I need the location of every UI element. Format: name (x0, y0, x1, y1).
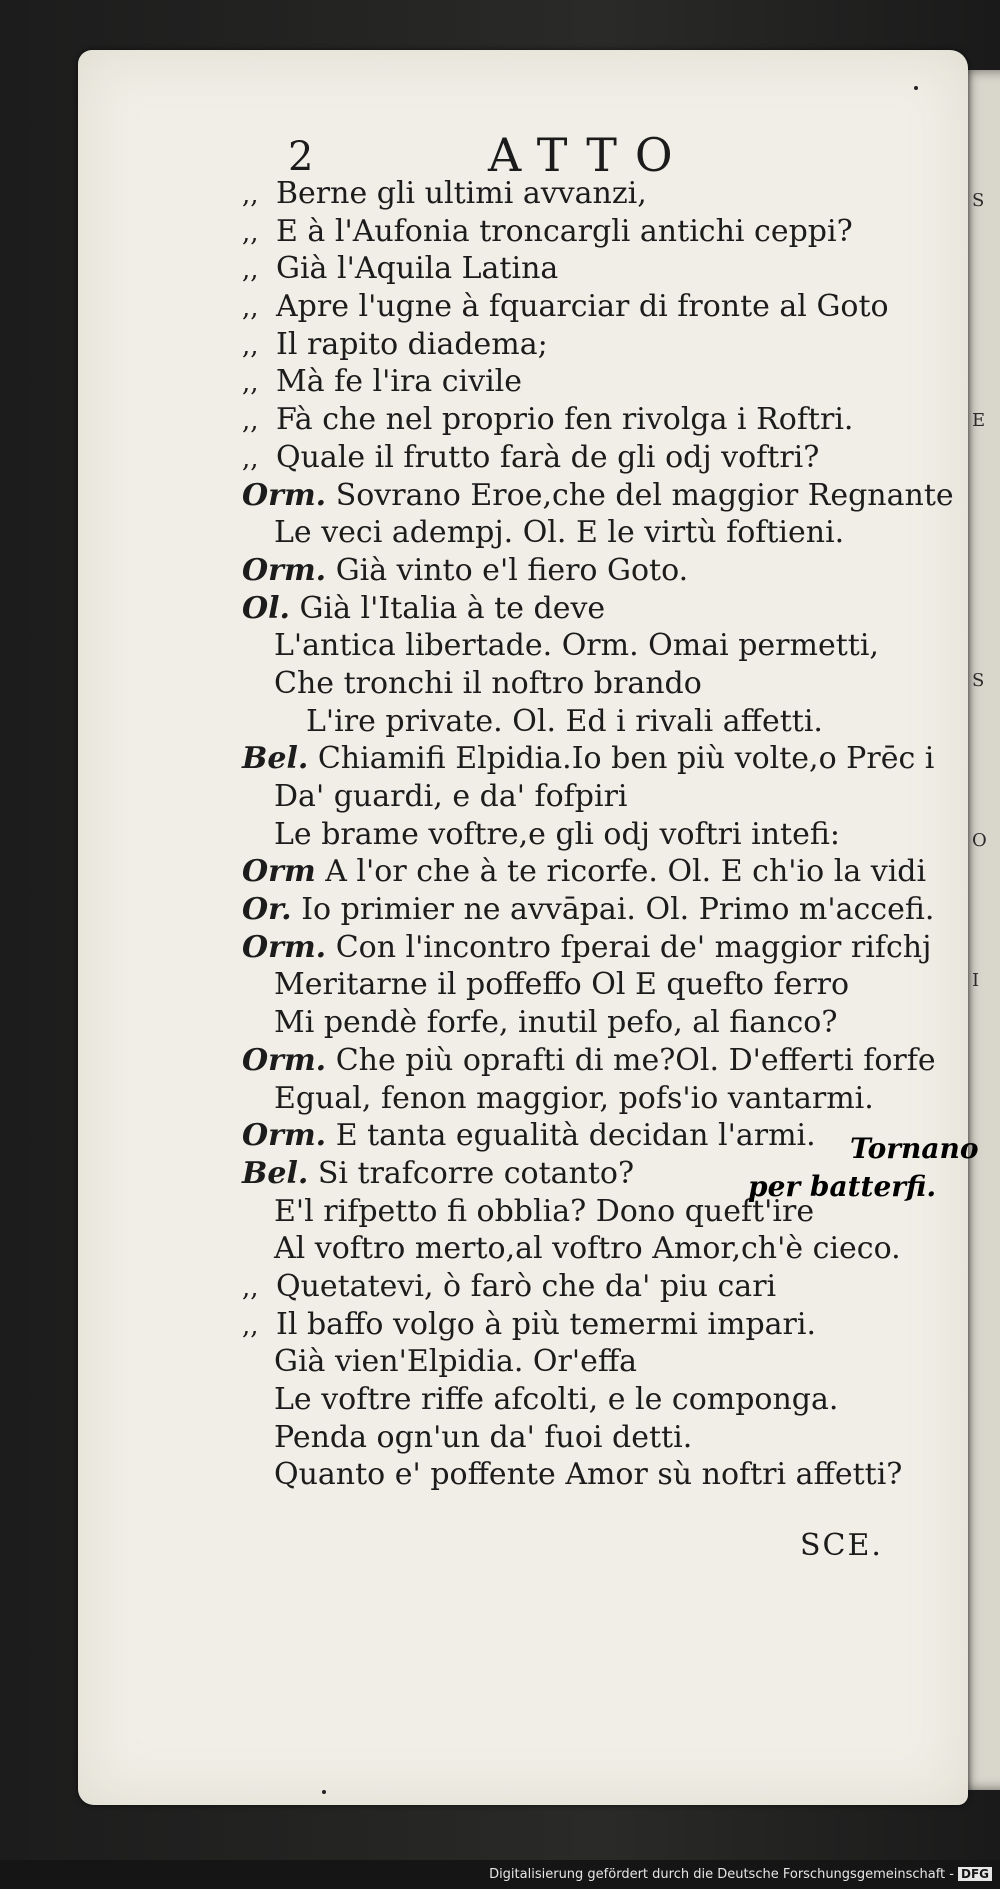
text-line (242, 703, 942, 741)
speaker-label: Bel. (242, 1155, 309, 1191)
line-text: L'antica libertade. Orm. Omai permetti, (274, 628, 879, 664)
line-text: E à l'Aufonia troncargli antichi ceppi? (276, 213, 853, 249)
text-line (242, 213, 942, 251)
text-line (242, 1080, 942, 1118)
page-number: 2 (288, 134, 314, 180)
line-text: Che più oprafti di me?Ol. D'efferti forfe (335, 1042, 936, 1078)
line-text: Quetatevi, ò farò che da' piu cari (276, 1268, 777, 1304)
running-title: ATTO (488, 128, 691, 182)
speaker-label: Orm. (242, 552, 327, 588)
dfg-credit (489, 1867, 992, 1882)
line-text: Egual, fenon maggior, pofs'io vantarmi. (274, 1080, 874, 1116)
text-line (242, 175, 942, 213)
text-line (242, 1042, 942, 1080)
line-text: Le brame voftre,e gli odj voftri intefi: (274, 816, 840, 852)
line-text: Chiamifi Elpidia.Io ben più volte,o Prēc i (317, 741, 935, 777)
text-line (242, 816, 942, 854)
line-text: A l'or che à te ricorfe. Ol. E ch'io la vidi (325, 854, 927, 890)
text-line (242, 1419, 942, 1457)
line-text: Con l'incontro fperai de' maggior rifchj (335, 929, 932, 965)
text-block (242, 175, 954, 1494)
line-text: E'l rifpetto fi obblia? Dono queft'ire (274, 1193, 815, 1229)
text-line (242, 627, 942, 665)
text-line (242, 929, 942, 967)
line-text: Il baffo volgo à più temermi impari. (276, 1306, 816, 1342)
text-line (242, 1306, 942, 1344)
line-text: Il rapito diadema; (276, 326, 548, 362)
text-line (242, 853, 942, 891)
quotation-marker: ,, (242, 1310, 259, 1341)
line-text: Mi pendè forfe, inutil pefo, al fianco? (274, 1005, 838, 1041)
text-line (242, 778, 942, 816)
ink-spot (322, 1790, 326, 1794)
line-text: Sovrano Eroe,che del maggior Regnante (335, 477, 954, 513)
text-line (242, 740, 942, 778)
speaker-label: Orm (242, 854, 316, 890)
text-line (242, 288, 942, 326)
text-line (242, 1343, 942, 1381)
line-text: Al voftro merto,al voftro Amor,ch'è cieco. (274, 1231, 901, 1267)
quotation-marker: ,, (242, 406, 259, 437)
speaker-label: Ol. (242, 590, 290, 626)
quotation-marker: ,, (242, 1272, 259, 1303)
text-line (242, 1456, 942, 1494)
speaker-label: Orm. (242, 477, 327, 513)
line-text: Già vien'Elpidia. Or'effa (274, 1344, 638, 1380)
line-text: Berne gli ultimi avvanzi, (276, 176, 647, 211)
line-text: Quanto e' poffente Amor sù noftri affetti? (274, 1457, 903, 1493)
line-text: Mà fe l'ira civile (276, 364, 523, 400)
text-line (242, 1117, 942, 1155)
ink-spot (914, 86, 918, 90)
line-text: Meritarne il poffeffo Ol E quefto ferro (274, 967, 850, 1003)
line-text: Le veci adempj. Ol. E le virtù foftieni. (274, 515, 845, 551)
line-text: Che tronchi il noftro brando (274, 665, 702, 701)
text-line (242, 401, 942, 439)
dfg-credit-text: Digitalisierung gefördert durch die Deutsche Forschungsgemeinschaft - (489, 1867, 954, 1882)
speaker-label: Orm. (242, 929, 327, 965)
text-line (242, 514, 942, 552)
text-line (242, 552, 942, 590)
text-line (242, 250, 942, 288)
quotation-marker: ,, (242, 180, 259, 210)
text-line (242, 1230, 942, 1268)
speaker-label: Orm. (242, 1118, 327, 1154)
line-text: Le voftre riffe afcolti, e le componga. (274, 1382, 839, 1417)
quotation-marker: ,, (242, 330, 259, 361)
text-line (242, 439, 942, 477)
text-line (242, 665, 942, 703)
speaker-label: Bel. (242, 741, 309, 777)
text-line (242, 966, 942, 1004)
stage-direction-per-batterfi: per batterfi. (748, 1170, 937, 1203)
line-text: Da' guardi, e da' fofpiri (274, 779, 628, 814)
text-line (242, 363, 942, 401)
line-text: Già l'Italia à te deve (299, 590, 606, 626)
quotation-marker: ,, (242, 443, 259, 474)
line-text: Si trafcorre cotanto? (317, 1155, 635, 1191)
line-text: Già l'Aquila Latina (276, 251, 559, 287)
text-line (242, 1268, 942, 1306)
text-line (242, 891, 942, 929)
dfg-logo: DFG (958, 1867, 992, 1881)
speaker-label: Orm. (242, 1042, 327, 1078)
line-text: Apre l'ugne à fquarciar di fronte al Goto (276, 289, 889, 325)
line-text: Io primier ne avvāpai. Ol. Primo m'accefi. (301, 892, 935, 928)
quotation-marker: ,, (242, 217, 259, 248)
text-line (242, 1381, 942, 1419)
catchword: SCE. (800, 1528, 883, 1563)
stage-direction-tornano: Tornano (850, 1132, 979, 1165)
footer-strip (0, 1860, 1000, 1889)
line-text: Fà che nel proprio fen rivolga i Roftri. (276, 402, 854, 438)
line-text: Penda ogn'un da' fuoi detti. (274, 1419, 693, 1455)
quotation-marker: ,, (242, 293, 259, 324)
text-line (242, 590, 942, 628)
line-text: Quale il frutto farà de gli odj voftri? (276, 439, 820, 475)
line-text: L'ire private. Ol. Ed i rivali affetti. (306, 703, 823, 739)
line-text: E tanta egualità decidan l'armi. (335, 1118, 816, 1154)
text-line (242, 326, 942, 364)
text-line (242, 1004, 942, 1042)
adjacent-page-edge: S E S O I (960, 70, 1000, 1790)
quotation-marker: ,, (242, 368, 259, 399)
line-text: Già vinto e'l fiero Goto. (335, 552, 689, 588)
quotation-marker: ,, (242, 255, 259, 286)
text-line (242, 477, 954, 515)
speaker-label: Or. (242, 892, 292, 928)
